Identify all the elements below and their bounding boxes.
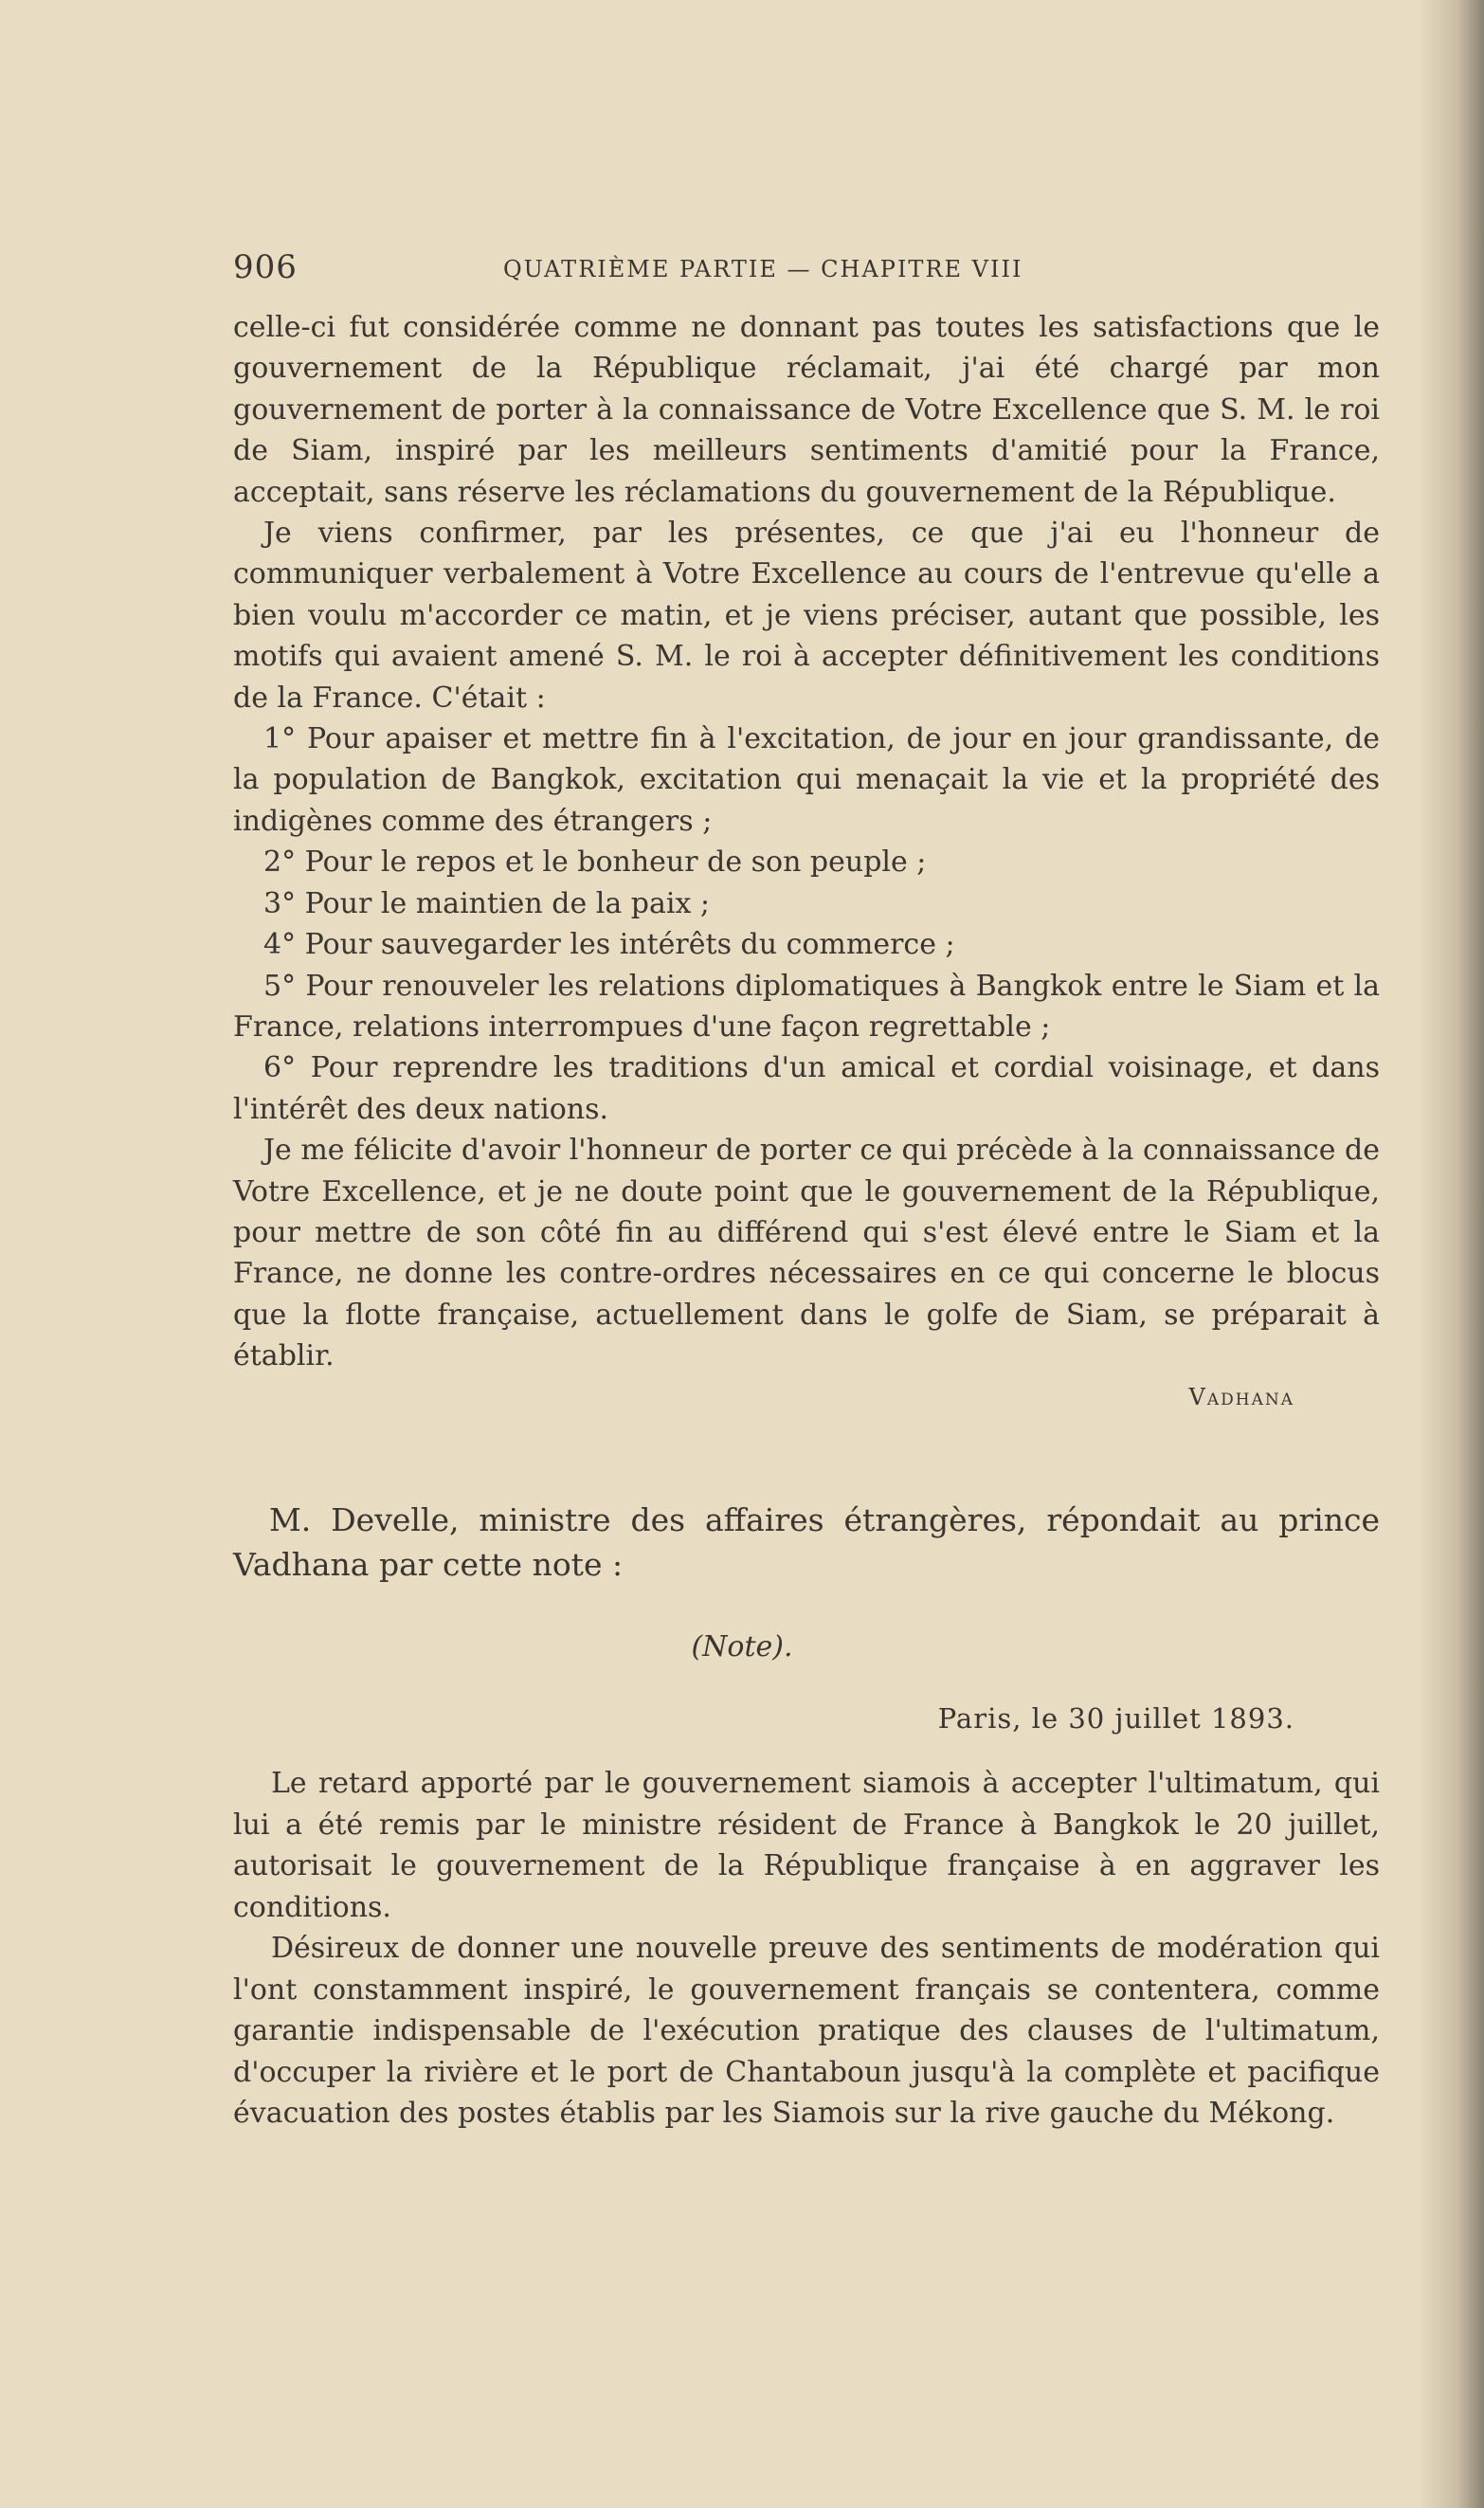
intro-paragraph: M. Develle, ministre des affaires étrangères, répondait au prince Vadhana par cette note : <box>233 1501 1380 1583</box>
note-paragraph-2: Désireux de donner une nouvelle preuve des sentiments de modération qui l'ont constamment inspiré, le gouvernement français se contentera, comme garantie indispensable de l'exécution pratique des clauses de l'ultimatum, d'occuper la rivière et le port de Chantaboun jusqu'à la complète et pacifique évacuation des postes établis par les Siamois sur la rive gauche du Mékong. <box>233 1932 1380 2130</box>
list-item-4: 4° Pour sauvegarder les intérêts du commerce ; <box>263 928 955 962</box>
list-item-1: 1° Pour apaiser et mettre fin à l'excitation, de jour en jour grandissante, de la population de Bangkok, excitation qui menaçait la vie et la propriété des indigènes comme des étrangers ; <box>233 722 1380 838</box>
list-item-3: 3° Pour le maintien de la paix ; <box>263 886 711 920</box>
letter-closing-paragraph: Je me félicite d'avoir l'honneur de porter ce qui précède à la connaissance de Votre Excellence, et je ne doute point que le gouvernement de la République, pour mettre de son côté fin au différend qui s'est élevé entre le Siam et la France, ne donne les contre-ordres nécessaires en ce qui concerne le blocus que la flotte française, actuellement dans le golfe de Siam, se préparait à établir. <box>233 1134 1380 1373</box>
signature: Vadhana <box>1188 1383 1294 1410</box>
dateline: Paris, le 30 juillet 1893. <box>937 1702 1294 1735</box>
note-body <box>233 1763 1380 2135</box>
page-number: 906 <box>233 248 298 286</box>
note-paragraph-1: Le retard apporté par le gouvernement siamois à accepter l'ultimatum, qui lui a été remis par le ministre résident de France à Bangkok le 20 juillet, autorisait le gouvernement de la République française à en aggraver les conditions. <box>233 1767 1380 1924</box>
page-edge-shadow <box>1418 0 1484 2508</box>
list-item-2: 2° Pour le repos et le bonheur de son peuple ; <box>263 845 927 880</box>
note-title: (Note). <box>691 1630 793 1663</box>
letter-paragraph-1: celle-ci fut considérée comme ne donnant pas toutes les satisfactions que le gouvernement de la République réclamait, j'ai été chargé par mon gouvernement de porter à la connaissance de Votre Excellence que S. M. le roi de Siam, inspiré par les meilleurs sentiments d'amitié pour la France, acceptait, sans réserve les réclamations du gouvernement de la République. <box>233 311 1380 509</box>
letter-paragraph-2: Je viens confirmer, par les présentes, ce que j'ai eu l'honneur de communiquer verbalement à Votre Excellence au cours de l'entrevue qu'elle a bien voulu m'accorder ce matin, et je viens préciser, autant que possible, les motifs qui avaient amené S. M. le roi à accepter définitivement les conditions de la France. C'était : <box>233 517 1380 715</box>
list-item-5: 5° Pour renouveler les relations diplomatiques à Bangkok entre le Siam et la France, relations interrompues d'une façon regrettable ; <box>233 969 1380 1044</box>
page-header <box>233 248 1380 296</box>
letter-body <box>233 307 1380 1418</box>
running-head: QUATRIÈME PARTIE — CHAPITRE VIII <box>503 256 1023 282</box>
list-item-6: 6° Pour reprendre les traditions d'un amical et cordial voisinage, et dans l'intérêt des deux nations. <box>233 1051 1380 1126</box>
